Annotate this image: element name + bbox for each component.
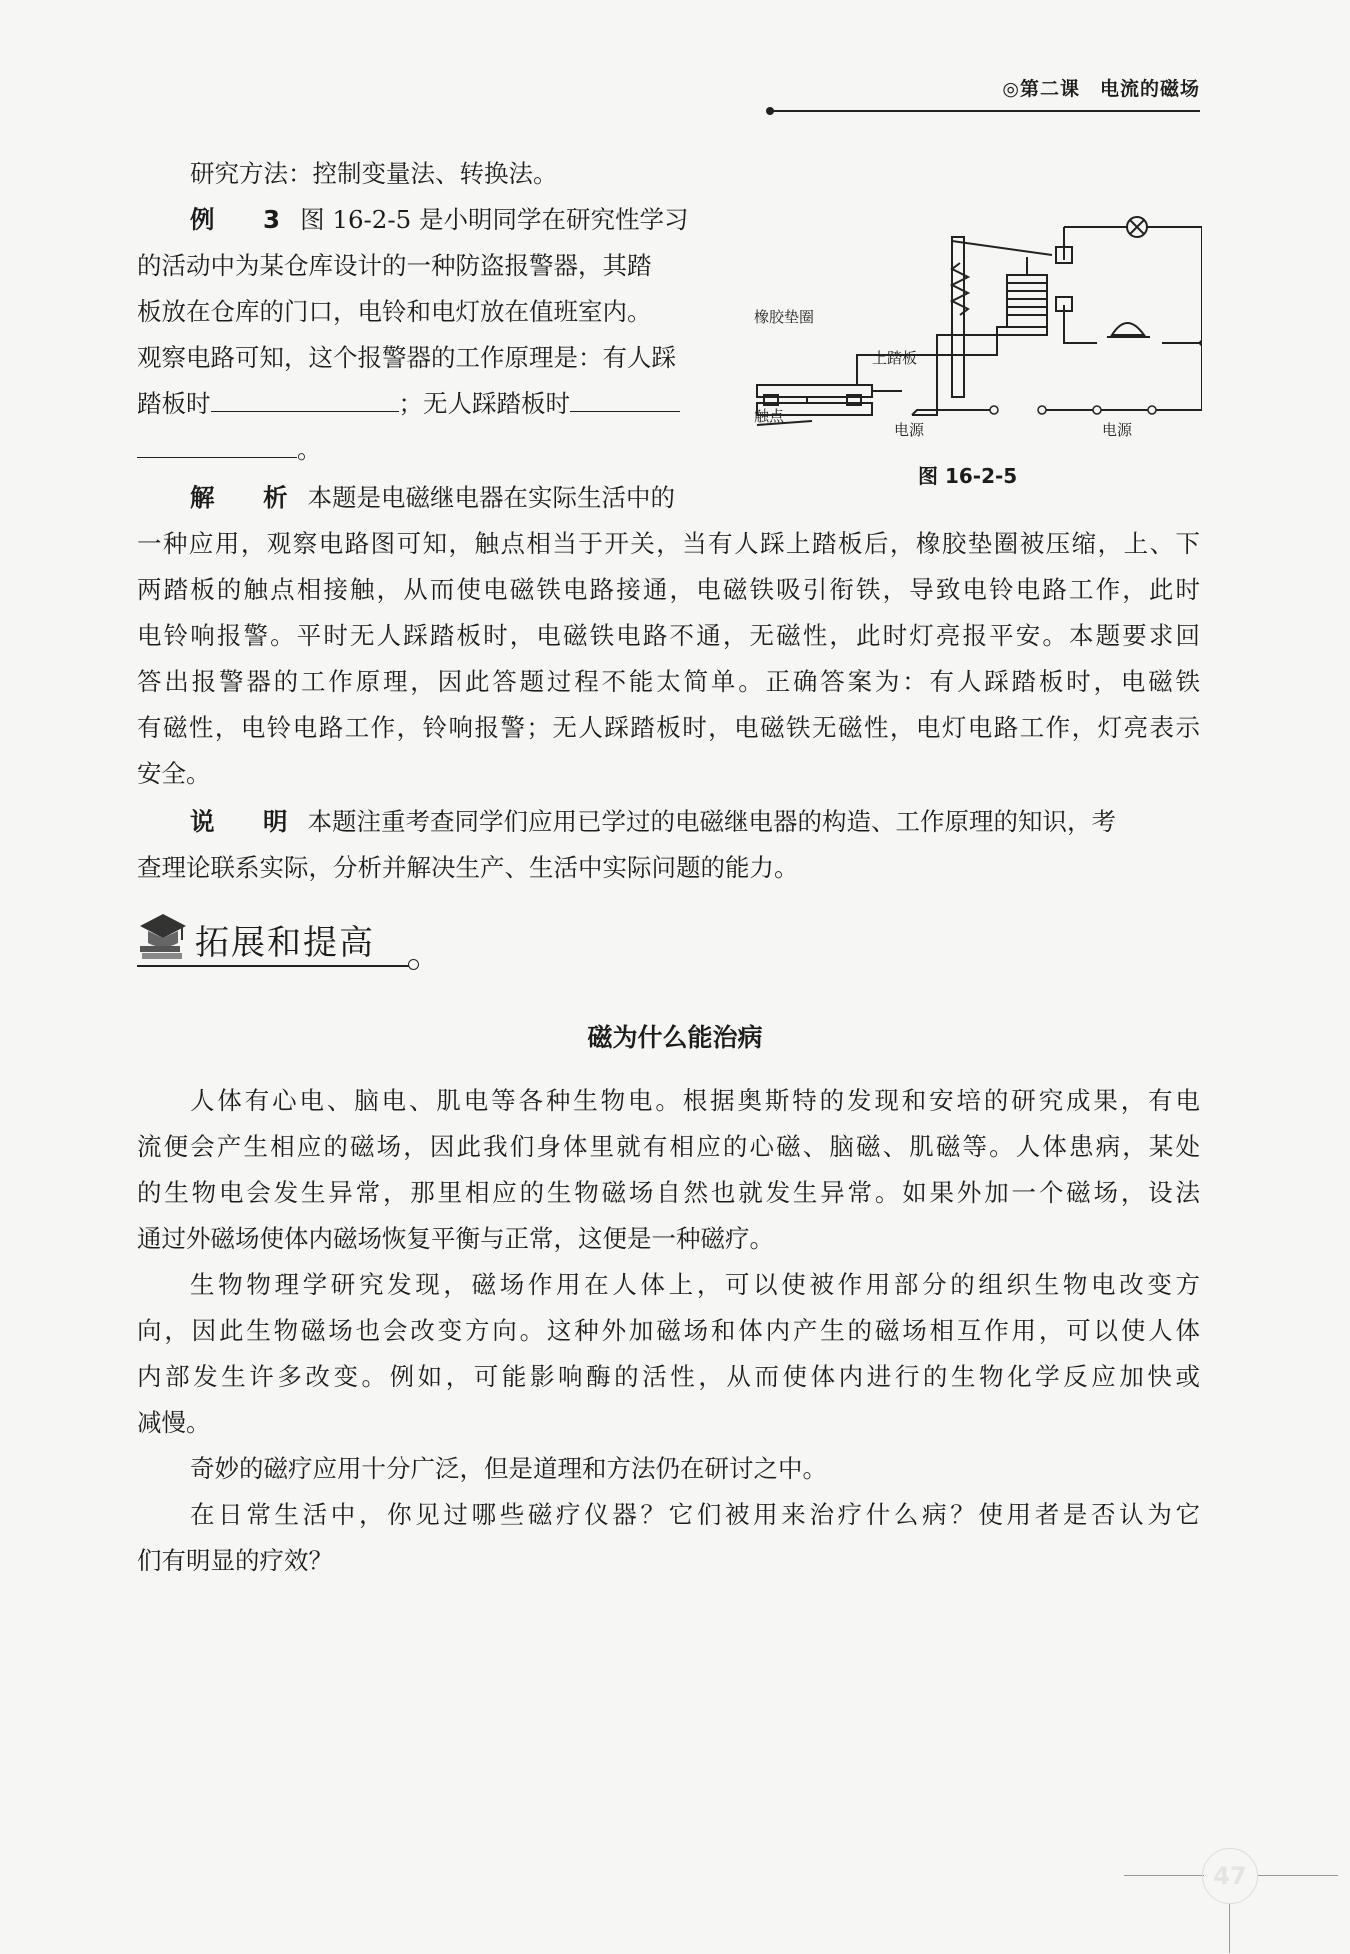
example-text-5b: ；无人踩踏板时	[398, 389, 570, 418]
example-text-6: 。	[297, 435, 322, 464]
note-line-1	[190, 806, 1116, 838]
article-p1-line-4: 通过外磁场使体内磁场恢复平衡与正常，这便是一种磁疗。	[137, 1224, 774, 1253]
article-p4-line-2: 们有明显的疗效？	[137, 1546, 333, 1575]
coil-wire-2	[912, 327, 1047, 415]
example-line-6	[137, 434, 322, 466]
answer-blank-1[interactable]	[211, 389, 399, 412]
method-line: 研究方法：控制变量法、转换法。	[190, 159, 558, 188]
example-line-5	[137, 388, 680, 420]
section-rule	[137, 965, 410, 967]
label-contact: 触点	[754, 407, 785, 425]
label-power-2: 电源	[1102, 421, 1133, 439]
article-p1-line-3: 的生物电会发生异常，那里相应的生物磁场自然也就发生异常。如果外加一个磁场，设法	[137, 1178, 1200, 1207]
article-p1-line-1: 人体有心电、脑电、肌电等各种生物电。根据奥斯特的发现和安培的研究成果，有电	[190, 1086, 1200, 1115]
analysis-line-1	[190, 482, 675, 514]
example-line-4: 观察电路可知，这个报警器的工作原理是：有人踩	[137, 343, 676, 372]
page-number-rule-right	[1258, 1875, 1338, 1876]
header-dot	[766, 107, 774, 115]
example-text-1: 图 16-2-5 是小明同学在研究性学习	[300, 205, 689, 234]
note-label: 说 明	[190, 807, 300, 836]
figure-caption: 图 16-2-5	[918, 464, 1018, 488]
article-p2-line-2: 向，因此生物磁场也会改变方向。这种外加磁场和体内产生的磁场相互作用，可以使人体	[137, 1316, 1200, 1345]
label-pedal: 上踏板	[872, 349, 918, 367]
example-line-2: 的活动中为某仓库设计的一种防盗报警器，其踏	[137, 251, 652, 280]
article-p2-line-3: 内部发生许多改变。例如，可能影响酶的活性，从而使体内进行的生物化学反应加快或	[137, 1362, 1200, 1391]
header-rule	[770, 110, 1200, 112]
analysis-text-1: 本题是电磁继电器在实际生活中的	[307, 483, 675, 512]
article-p2-line-4: 减慢。	[137, 1408, 211, 1437]
note-line-2: 查理论联系实际，分析并解决生产、生活中实际问题的能力。	[137, 853, 799, 882]
analysis-line-2: 一种应用，观察电路图可知，触点相当于开关，当有人踩上踏板后，橡胶垫圈被压缩，上、下	[137, 529, 1200, 558]
armature-post	[952, 237, 964, 397]
analysis-line-4: 电铃响报警。平时无人踩踏板时，电磁铁电路不通，无磁性，此时灯亮报平安。本题要求回	[137, 621, 1200, 650]
spring	[952, 263, 968, 315]
article-title: 磁为什么能治病	[587, 1023, 763, 1052]
graduation-cap-icon	[137, 910, 187, 962]
section-rule-end	[408, 959, 419, 970]
analysis-label: 解 析	[190, 483, 300, 512]
article-p4-line-1: 在日常生活中，你见过哪些磁疗仪器？它们被用来治疗什么病？使用者是否认为它	[190, 1500, 1200, 1529]
label-rubber: 橡胶垫圈	[754, 308, 815, 326]
article-p3: 奇妙的磁疗应用十分广泛，但是道理和方法仍在研讨之中。	[190, 1454, 827, 1483]
armature-lever	[952, 241, 1052, 255]
analysis-line-6: 有磁性，电铃电路工作，铃响报警；无人踩踏板时，电磁铁无磁性，电灯电路工作，灯亮表示	[137, 713, 1200, 742]
label-power-1: 电源	[894, 421, 925, 439]
section-title: 拓展和提高	[195, 923, 375, 963]
answer-blank-2[interactable]	[570, 389, 680, 412]
example-label: 例 3	[190, 205, 293, 234]
note-text-1: 本题注重考查同学们应用已学过的电磁继电器的构造、工作原理的知识，考	[307, 807, 1116, 836]
example-line-1	[190, 204, 689, 236]
analysis-line-3: 两踏板的触点相接触，从而使电磁铁电路接通，电磁铁吸引衔铁，导致电铃电路工作，此时	[137, 575, 1200, 604]
answer-blank-2-cont[interactable]	[137, 435, 297, 458]
article-p1-line-2: 流便会产生相应的磁场，因此我们身体里就有相应的心磁、脑磁、肌磁等。人体患病，某处	[137, 1132, 1200, 1161]
example-line-3: 板放在仓库的门口，电铃和电灯放在值班室内。	[137, 297, 652, 326]
page-number: 47	[1202, 1848, 1258, 1904]
page-number-rule-down	[1229, 1903, 1230, 1953]
page-number-rule-left	[1124, 1875, 1204, 1876]
article-p2-line-1: 生物物理学研究发现，磁场作用在人体上，可以使被作用部分的组织生物电改变方	[190, 1270, 1200, 1299]
alarm-circuit-figure	[752, 185, 1202, 445]
analysis-line-5: 答出报警器的工作原理，因此答题过程不能太简单。正确答案为：有人踩踏板时，电磁铁	[137, 667, 1200, 696]
running-header: ◎第二课 电流的磁场	[1002, 78, 1200, 100]
bell-icon	[1112, 323, 1144, 335]
analysis-line-7: 安全。	[137, 759, 211, 788]
example-text-5a: 踏板时	[137, 389, 211, 418]
